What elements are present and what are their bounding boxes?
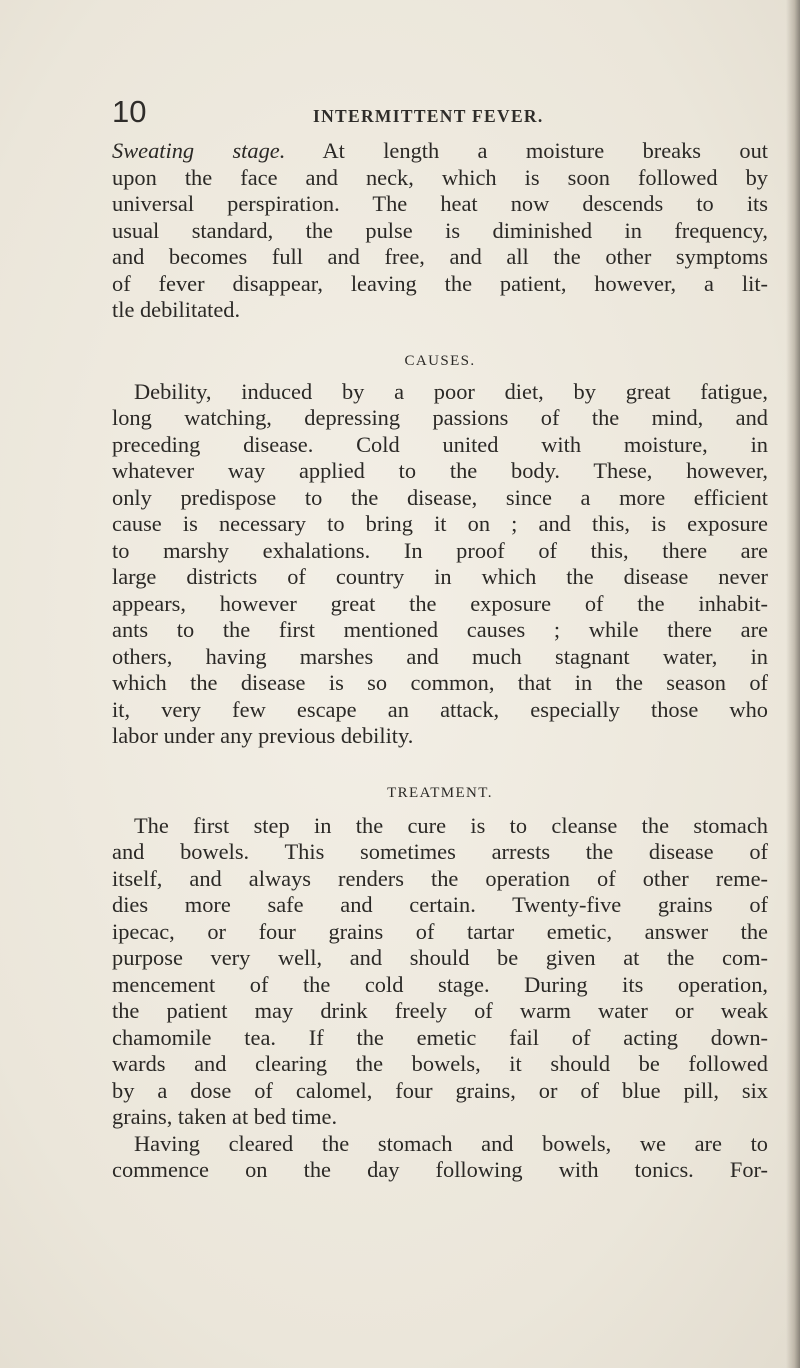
- text-line: the patient may drink freely of warm water or weak: [112, 998, 768, 1023]
- text-line: and bowels. This sometimes arrests the disease of: [112, 839, 768, 864]
- text-line: grains, taken at bed time.: [112, 1104, 338, 1129]
- text-line: appears, however great the exposure of the inhabit-: [112, 590, 768, 616]
- sweating-stage-lead: Sweating stage.: [112, 138, 286, 163]
- section-heading-treatment: TREATMENT.: [387, 784, 493, 801]
- text-line: to marshy exhalations. In proof of this, there are: [112, 537, 768, 563]
- text-line: only predispose to the disease, since a more efficient: [112, 484, 768, 510]
- text-line: of fever disappear, leaving the patient, however, a lit-: [112, 270, 768, 296]
- text-line: labor under any previous debility.: [112, 723, 414, 748]
- paragraph-sweating-stage: [112, 138, 768, 324]
- text-line: large districts of country in which the disease never: [112, 564, 768, 589]
- text-line: dies more safe and certain. Twenty-five grains of: [112, 892, 768, 917]
- text-line: Sweating stage. At length a moisture breaks out: [112, 138, 768, 163]
- text-line: wards and clearing the bowels, it should be followed: [112, 1051, 768, 1076]
- text-line: mencement of the cold stage. During its operation,: [112, 971, 768, 997]
- paragraph-causes: [112, 379, 768, 750]
- text-line: preceding disease. Cold united with moisture, in: [112, 431, 768, 457]
- text-line: Debility, induced by a poor diet, by great fatigue,: [134, 378, 768, 404]
- text-line: upon the face and neck, which is soon followed by: [112, 164, 768, 190]
- text-line: ants to the first mentioned causes ; while there are: [112, 617, 768, 642]
- text-line: it, very few escape an attack, especially those who: [112, 696, 768, 722]
- text-line: itself, and always renders the operation of other reme-: [112, 865, 768, 891]
- page-edge-shadow: [786, 0, 800, 1368]
- page-number: 10: [112, 94, 147, 129]
- page-body: [112, 138, 768, 1184]
- text-line: by a dose of calomel, four grains, or of blue pill, six: [112, 1077, 768, 1103]
- paragraph-treatment-2: [112, 1131, 768, 1184]
- text-line: others, having marshes and much stagnant water, in: [112, 643, 768, 669]
- text-line: universal perspiration. The heat now descends to its: [112, 191, 768, 216]
- text-line: which the disease is so common, that in the season of: [112, 670, 768, 695]
- text-line: purpose very well, and should be given at the com-: [112, 945, 768, 970]
- text-line: chamomile tea. If the emetic fail of acting down-: [112, 1024, 768, 1050]
- page-header: [112, 94, 752, 134]
- text-line: cause is necessary to bring it on ; and this, is exposure: [112, 511, 768, 536]
- text-line: and becomes full and free, and all the other symptoms: [112, 244, 768, 269]
- text-line: ipecac, or four grains of tartar emetic, answer the: [112, 918, 768, 944]
- section-heading-causes: CAUSES.: [404, 352, 476, 369]
- text-line: usual standard, the pulse is diminished in frequency,: [112, 217, 768, 243]
- text-line: whatever way applied to the body. These, however,: [112, 458, 768, 483]
- text-line: tle debilitated.: [112, 297, 241, 322]
- text-line: Having cleared the stomach and bowels, we are to: [134, 1130, 768, 1156]
- text-line: commence on the day following with tonics. For-: [112, 1157, 768, 1182]
- paragraph-treatment-1: [112, 813, 768, 1131]
- text-line: long watching, depressing passions of the mind, and: [112, 405, 768, 430]
- text-line: The first step in the cure is to cleanse the stomach: [134, 812, 768, 838]
- running-head: INTERMITTENT FEVER.: [313, 106, 544, 126]
